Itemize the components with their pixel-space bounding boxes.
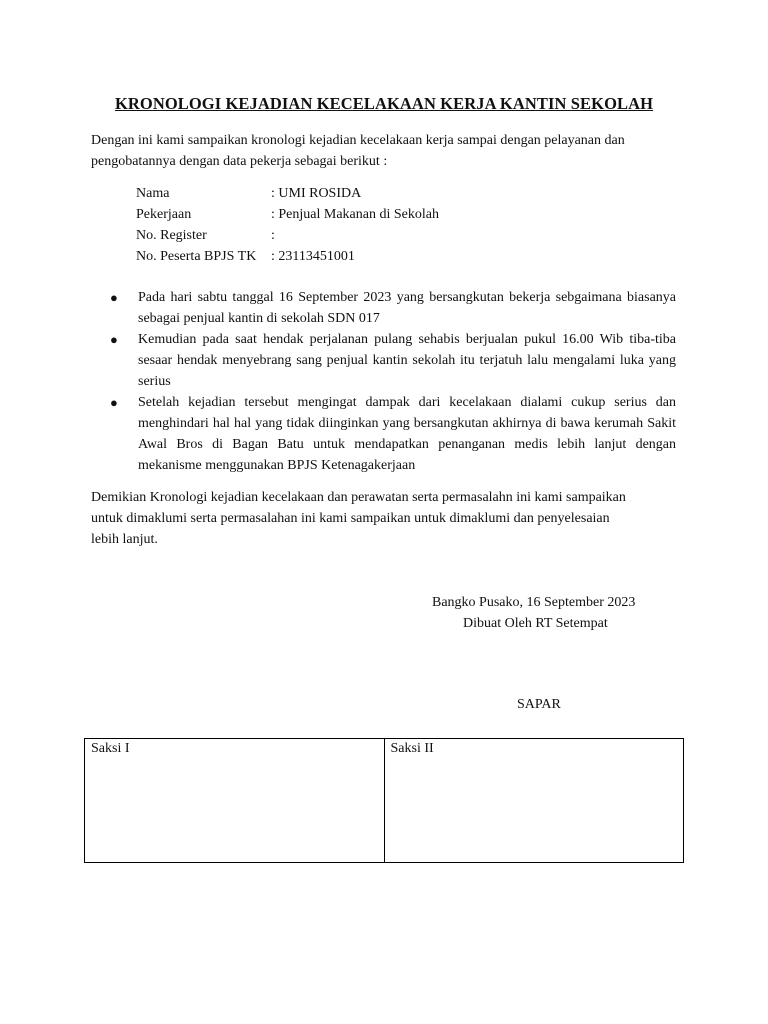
bullet-icon: ● xyxy=(110,395,118,410)
place-date: Bangko Pusako, 16 September 2023 xyxy=(432,595,636,610)
worker-data-row xyxy=(136,204,439,225)
chronology-text: Setelah kejadian tersebut mengingat dampak dari kecelakaan dialami cukup serius dan menghindari hal hal yang tidak diinginkan yang bersangkutan akhirnya di bawa kerumah Sakit Awal Bros di Bagan Batu untuk mendapatkan penanganan medis lebih lanjut dengan mekanisme menggunakan BPJS Ketenagakerjaan xyxy=(138,395,676,473)
bullet-icon: ● xyxy=(110,290,118,305)
chronology-item xyxy=(108,392,676,476)
chronology-list xyxy=(108,287,676,476)
worker-data xyxy=(136,183,439,267)
closing-line: untuk dimaklumi serta permasalahan ini kami sampaikan untuk dimaklumi dan penyelesaian xyxy=(91,511,610,526)
closing-line: lebih lanjut. xyxy=(91,532,158,547)
chronology-item xyxy=(108,287,676,329)
chronology-text: Pada hari sabtu tanggal 16 September 2023 yang bersangkutan bekerja sebgaimana biasanya sebagai penjual kantin di sekolah SDN 017 xyxy=(138,290,676,326)
witness-label: Saksi II xyxy=(390,741,434,756)
signer-name: SAPAR xyxy=(517,697,561,712)
intro-line: Dengan ini kami sampaikan kronologi kejadian kecelakaan kerja sampai dengan pelayanan dan xyxy=(91,133,625,148)
worker-data-row xyxy=(136,225,439,246)
made-by-label: Dibuat Oleh RT Setempat xyxy=(463,616,608,631)
worker-field-value: : xyxy=(271,228,275,243)
worker-field-value: : UMI ROSIDA xyxy=(271,186,362,201)
closing-paragraph xyxy=(91,487,681,550)
worker-field-value: : Penjual Makanan di Sekolah xyxy=(271,207,439,222)
worker-field-value: : 23113451001 xyxy=(271,249,355,264)
witness-cell-1 xyxy=(85,739,384,862)
document-title: KRONOLOGI KEJADIAN KECELAKAAN KERJA KANTIN SEKOLAH xyxy=(114,94,654,113)
chronology-text: Kemudian pada saat hendak perjalanan pulang sehabis berjualan pukul 16.00 Wib tiba-tiba sesaar hendak menyebrang sang penjual kantin sekolah itu terjatuh lalu mengalami luka yang serius xyxy=(138,332,676,389)
worker-field-label: No. Peserta BPJS TK xyxy=(136,249,257,264)
worker-field-label: Pekerjaan xyxy=(136,207,192,222)
intro-paragraph xyxy=(91,130,681,172)
closing-line: Demikian Kronologi kejadian kecelakaan dan perawatan serta permasalahn ini kami sampaikan xyxy=(91,490,626,505)
witness-cell-2 xyxy=(384,739,684,862)
worker-data-row xyxy=(136,183,439,204)
chronology-item xyxy=(108,329,676,392)
worker-field-label: Nama xyxy=(136,186,170,201)
intro-line: pengobatannya dengan data pekerja sebagai berikut : xyxy=(91,154,388,169)
worker-data-row xyxy=(136,246,439,267)
bullet-icon: ● xyxy=(110,332,118,347)
worker-field-label: No. Register xyxy=(136,228,207,243)
witness-label: Saksi I xyxy=(91,741,130,756)
witness-table xyxy=(84,738,684,863)
